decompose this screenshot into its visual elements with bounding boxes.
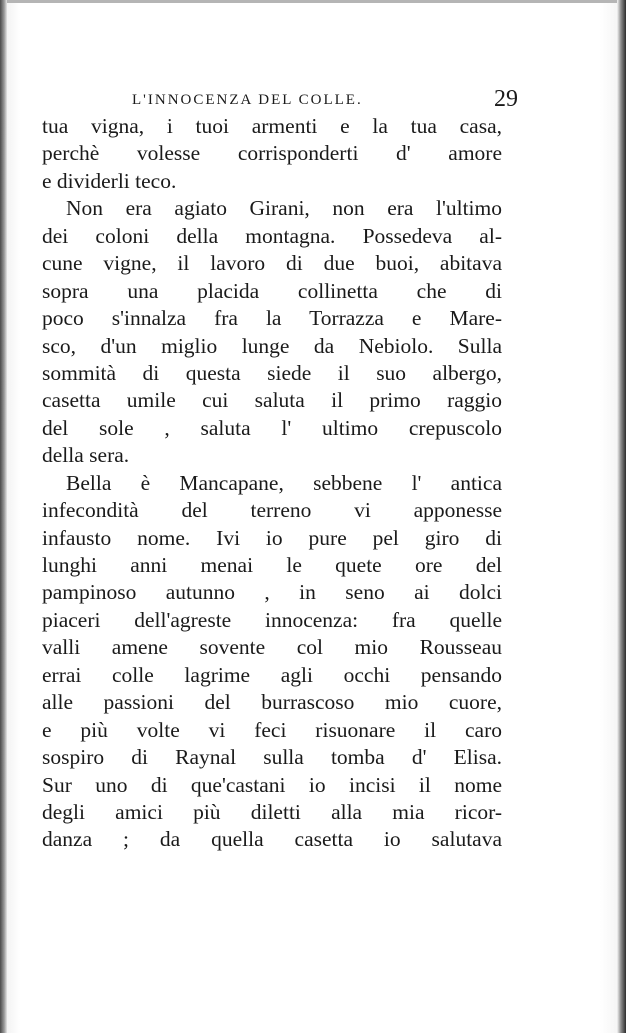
text-line: piaceri dell'agreste innocenza: fra quelle bbox=[42, 607, 502, 632]
text-line: del sole , saluta l' ultimo crepuscolo bbox=[42, 415, 502, 440]
text-line: lunghi anni menai le quete ore del bbox=[42, 553, 502, 577]
text-line: sopra una placida collinetta che di bbox=[42, 278, 502, 303]
text-line: e dividerli teco. bbox=[42, 168, 177, 193]
page-number: 29 bbox=[494, 86, 518, 112]
text-line: e più volte vi feci risuonare il caro bbox=[42, 717, 502, 742]
text-line: Non era agiato Girani, non era l'ultimo bbox=[66, 196, 502, 221]
text-line: errai colle lagrime agli occhi pensando bbox=[42, 662, 502, 687]
text-line: infecondità del terreno vi apponesse bbox=[42, 498, 502, 523]
text-line: alle passioni del burrascoso mio cuore, bbox=[42, 690, 502, 715]
text-line: danza ; da quella casetta io salutava bbox=[42, 827, 502, 852]
text-line: cune vigne, il lavoro di due buoi, abitava bbox=[42, 251, 502, 276]
running-title: L'INNOCENZA DEL COLLE. bbox=[132, 92, 363, 108]
page-left-edge bbox=[0, 0, 7, 1033]
text-line: Bella è Mancapane, sebbene l' antica bbox=[66, 470, 502, 495]
text-line: sco, d'un miglio lunge da Nebiolo. Sulla bbox=[42, 333, 502, 358]
text-line: sommità di questa siede il suo albergo, bbox=[42, 360, 502, 385]
text-line: sospiro di Raynal sulla tomba d' Elisa. bbox=[42, 745, 502, 770]
text-line: perchè volesse corrisponderti d' amore bbox=[42, 141, 502, 166]
text-line: della sera. bbox=[42, 443, 130, 468]
paragraph-2 bbox=[42, 195, 502, 469]
text-line: dei coloni della montagna. Possedeva al- bbox=[42, 223, 502, 248]
text-line: tua vigna, i tuoi armenti e la tua casa, bbox=[42, 114, 502, 138]
text-line: pampinoso autunno , in seno ai dolci bbox=[42, 580, 502, 605]
text-line: degli amici più diletti alla mia ricor- bbox=[42, 799, 502, 824]
page-top-edge bbox=[0, 0, 626, 3]
paragraph-1 bbox=[42, 113, 502, 195]
text-line: valli amene sovente col mio Rousseau bbox=[42, 635, 502, 660]
body-text bbox=[42, 113, 502, 854]
text-line: Sur uno di que'castani io incisi il nome bbox=[42, 772, 502, 797]
text-line: infausto nome. Ivi io pure pel giro di bbox=[42, 525, 502, 550]
paragraph-3 bbox=[42, 470, 502, 854]
text-line: poco s'innalza fra la Torrazza e Mare- bbox=[42, 306, 502, 331]
page-right-edge bbox=[617, 0, 626, 1033]
text-line: casetta umile cui saluta il primo raggio bbox=[42, 388, 502, 413]
